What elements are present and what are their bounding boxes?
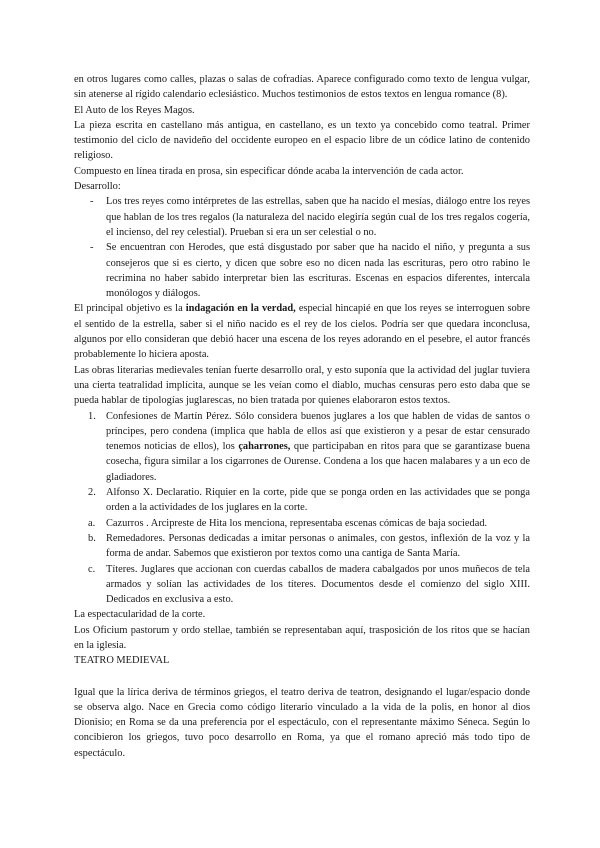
lettered-list-item	[74, 516, 530, 531]
paragraph-igual-que-lirica: Igual que la lírica deriva de términos griegos, el teatro deriva de teatron, designando el lugar/espacio donde se observa algo. Nace en Grecia como código literario vinculado a la vida de la polis, en honor al dios Dionisio; en Roma se da una preferencia por el espectáculo, con el representante máximo Séneca. Según lo concibieron los griegos, tuvo poco desarrollo en Roma, ya que el romano apreció más todo tipo de espectáculo.	[74, 686, 530, 759]
list-item-text-start: Confesiones de Martín Pérez. Sólo considera buenos juglares a los que hablen de vidas de santos o príncipes, pero condena (implica que habla de ellos así que existieron y a pesar de estar censurado tenemos noticias de ellos), los	[106, 410, 530, 453]
list-marker: b.	[88, 532, 96, 544]
lettered-list-item	[74, 562, 530, 608]
paragraph-oficium: Los Oficium pastorum y ordo stellae, también se representaban aquí, trasposición de los ritos que se hacían en la iglesia.	[74, 624, 530, 651]
list-item-text: Alfonso X. Declaratio. Riquier en la corte, pide que se ponga orden en las actividades que se ponga orden a la actividades de los juglares en la corte.	[106, 487, 530, 514]
numbered-list-item	[74, 409, 530, 485]
heading-desarrollo: Desarrollo:	[74, 181, 121, 193]
lettered-list-item	[74, 531, 530, 562]
list-marker: 1.	[88, 410, 96, 422]
numbered-list-item	[74, 485, 530, 516]
list-marker: c.	[88, 563, 96, 575]
dash-list-item-text: Se encuentran con Herodes, que está disgustado por saber que ha nacido el niño, y pregunta a sus consejeros que si es cierto, y dicen que sobre eso no dicen nada las escrituras, pero otro rabino le recrimina no haber sabido interpretar bien las escrituras. Escenas en espacios diferentes, intercala monólogos y diálogos.	[106, 242, 530, 300]
objetivo-bold-phrase: indagación en la verdad,	[185, 303, 296, 315]
paragraph-obras-literarias: Las obras literarias medievales tenían fuerte desarrollo oral, y esto suponía que la actividad del juglar tuviera una cierta teatralidad implícita, aunque se les veían como el diablo, muchas censuras pero esto daba que se pueda hablar de tipologías juglarescas, no bien tratada por quienes elaboraron estos textos.	[74, 364, 530, 407]
blank-line	[74, 669, 530, 685]
dash-bullet: -	[90, 196, 94, 208]
paragraph-espectacularidad: La espectacularidad de la corte.	[74, 609, 206, 621]
list-marker: 2.	[88, 487, 96, 499]
list-item-bold-term: çaharrones,	[238, 441, 291, 453]
list-marker: a.	[88, 517, 96, 529]
dash-bullet: -	[90, 242, 94, 254]
list-item-text: Títeres. Juglares que accionan con cuerdas caballos de madera cabalgados por unos muñecos de tela armados y solían las actividades de los títeres. Documentos desde el comienzo del siglo XIII. Dedicados en exclusiva a esto.	[106, 563, 530, 606]
objetivo-text-start: El principal objetivo es la	[74, 303, 186, 315]
document-page	[74, 72, 530, 761]
dash-list-item-text: Los tres reyes como intérpretes de las estrellas, saben que ha nacido el mesías, diálogo entre los reyes que hablan de los tres regalos (la naturaleza del nacido elegiría según cual de los tres regalos cogería, el incienso, del rey celestial). Prueban si era un ser celestial o no.	[106, 196, 530, 238]
list-item-text-end: que participaban en ritos para que se garantizase buena cosecha, figura similar a los cigarrones de Ourense. Condena a los que hacen malabares y a un eco de gladiadores.	[106, 441, 530, 483]
dash-list-item	[74, 194, 530, 240]
heading-teatro-medieval: TEATRO MEDIEVAL	[74, 655, 170, 667]
list-item-text: Cazurros . Arcipreste de Hita los menciona, representaba escenas cómicas de baja sociedad.	[106, 517, 488, 529]
list-item-text: Remedadores. Personas dedicadas a imitar personas o animales, con gestos, inflexión de la voz y la forma de andar. Sabemos que existieron por textos como una cantiga de Santa María.	[106, 532, 530, 560]
paragraph-pieza: La pieza escrita en castellano más antigua, en castellano, es un texto ya concebido como teatral. Primer testimonio del ciclo de navideño del occidente europeo en el espacio libre de un códice latino de contenido religioso.	[74, 119, 530, 162]
dash-list-item	[74, 240, 530, 301]
heading-auto-reyes-magos: El Auto de los Reyes Magos.	[74, 104, 195, 116]
paragraph-intro-continued: en otros lugares como calles, plazas o salas de cofradías. Aparece configurado como texto de lengua vulgar, sin atenerse al rígido calendario eclesiástico. Muchos testimonios de estos textos en lengua romance (8).	[74, 74, 530, 101]
objetivo-text-end: especial hincapié en que los reyes se interroguen sobre el sentido de la estrella, saber si el niño nacido es el rey de los cielos. Podría ser que quedara inconclusa, algunos por ello consideran que debió hacer una escena de los reyes adorando en el pesebre, el autor francés probablemente lo hiciera aposta.	[74, 303, 531, 361]
paragraph-compuesto: Compuesto en línea tirada en prosa, sin especificar dónde acaba la intervención de cada actor.	[74, 165, 464, 177]
paragraph-objetivo	[74, 301, 530, 362]
